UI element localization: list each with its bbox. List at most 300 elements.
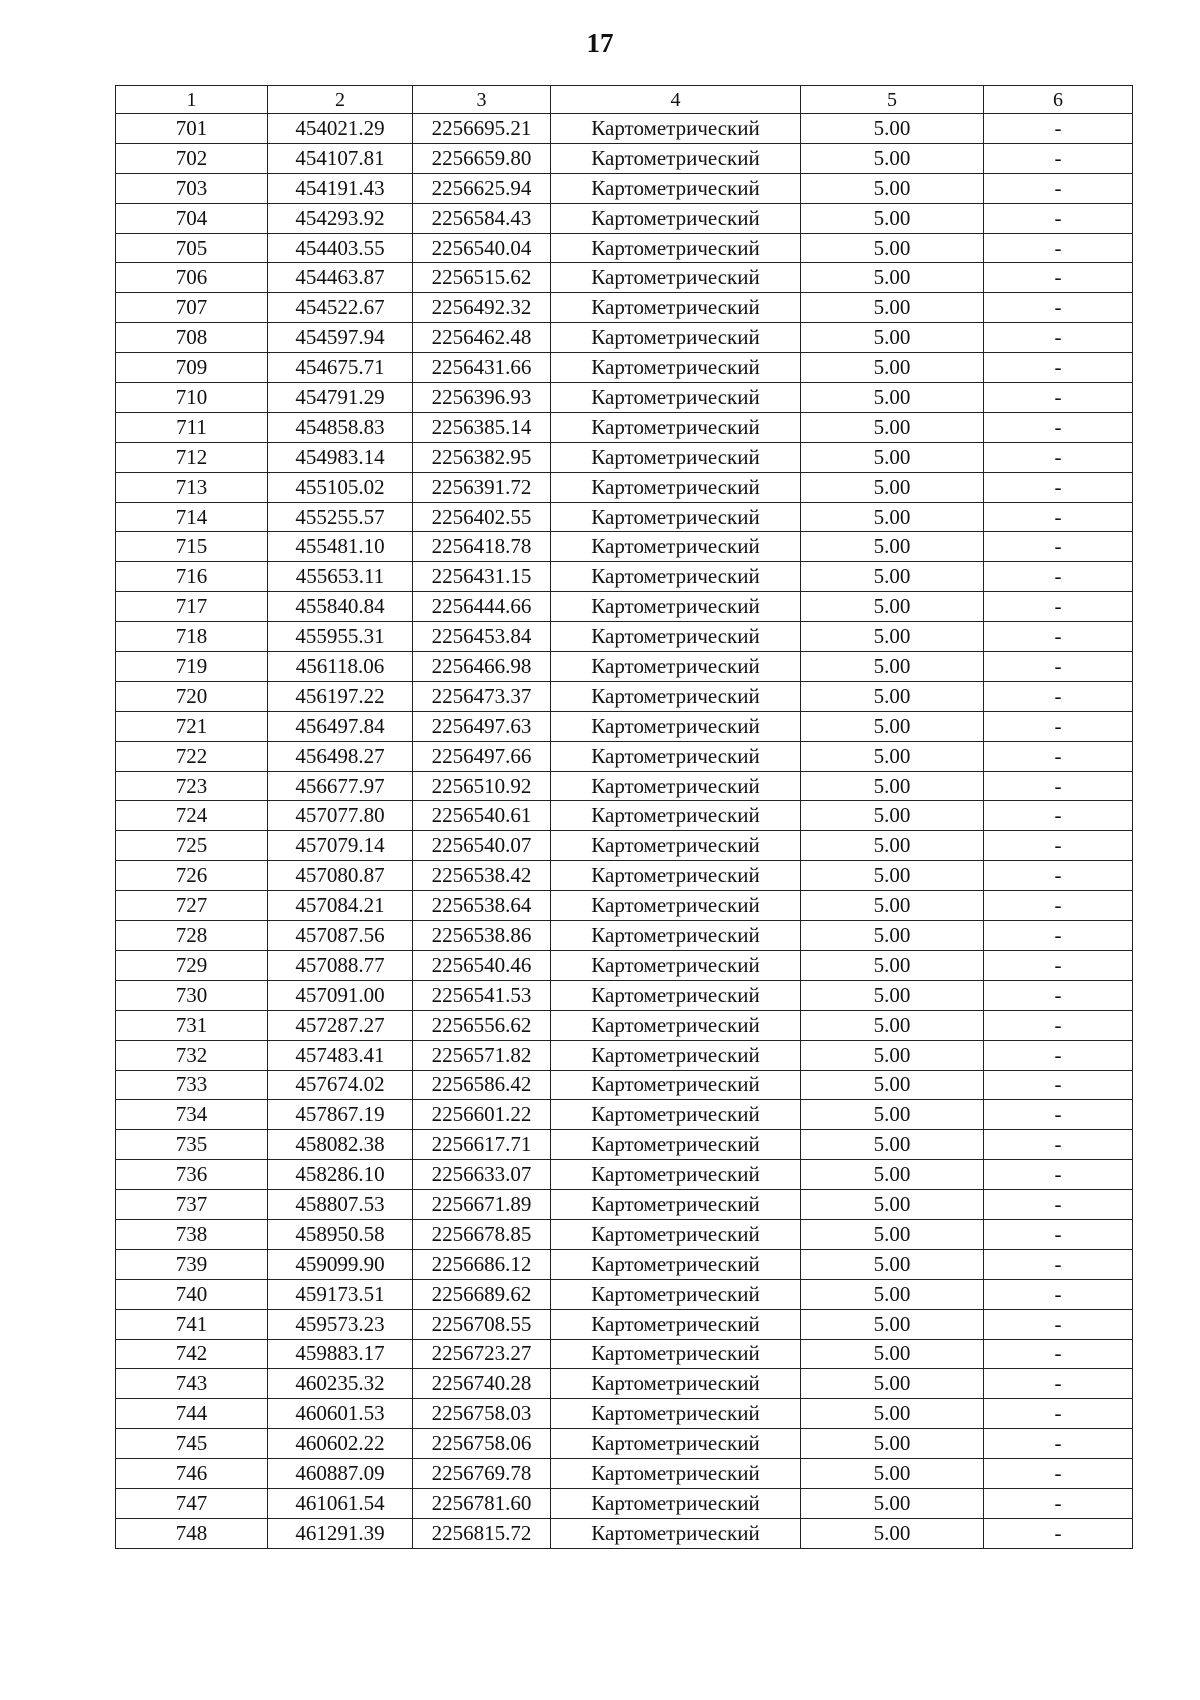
method-cell: Картометрический (551, 353, 801, 383)
header-cell-4: 4 (551, 86, 801, 114)
note-cell: - (984, 1339, 1133, 1369)
y-coordinate-cell: 2256497.66 (413, 741, 551, 771)
table-row (116, 412, 1133, 442)
x-coordinate-cell: 457287.27 (268, 1010, 413, 1040)
accuracy-cell: 5.00 (801, 741, 984, 771)
note-cell: - (984, 1219, 1133, 1249)
point-number-cell: 734 (116, 1100, 268, 1130)
table-row (116, 861, 1133, 891)
point-number-cell: 730 (116, 980, 268, 1010)
point-number-cell: 724 (116, 801, 268, 831)
table-row (116, 1070, 1133, 1100)
accuracy-cell: 5.00 (801, 323, 984, 353)
method-cell: Картометрический (551, 532, 801, 562)
accuracy-cell: 5.00 (801, 1010, 984, 1040)
method-cell: Картометрический (551, 652, 801, 682)
method-cell: Картометрический (551, 1130, 801, 1160)
y-coordinate-cell: 2256758.06 (413, 1429, 551, 1459)
y-coordinate-cell: 2256659.80 (413, 143, 551, 173)
x-coordinate-cell: 458082.38 (268, 1130, 413, 1160)
y-coordinate-cell: 2256515.62 (413, 263, 551, 293)
x-coordinate-cell: 459099.90 (268, 1249, 413, 1279)
x-coordinate-cell: 457080.87 (268, 861, 413, 891)
x-coordinate-cell: 454403.55 (268, 233, 413, 263)
y-coordinate-cell: 2256541.53 (413, 980, 551, 1010)
accuracy-cell: 5.00 (801, 1040, 984, 1070)
page-number: 17 (586, 28, 614, 58)
y-coordinate-cell: 2256402.55 (413, 502, 551, 532)
y-coordinate-cell: 2256584.43 (413, 203, 551, 233)
note-cell: - (984, 233, 1133, 263)
point-number-cell: 738 (116, 1219, 268, 1249)
x-coordinate-cell: 456118.06 (268, 652, 413, 682)
method-cell: Картометрический (551, 1339, 801, 1369)
method-cell: Картометрический (551, 1070, 801, 1100)
accuracy-cell: 5.00 (801, 1249, 984, 1279)
table-row (116, 1459, 1133, 1489)
y-coordinate-cell: 2256431.66 (413, 353, 551, 383)
table-row (116, 1219, 1133, 1249)
x-coordinate-cell: 458807.53 (268, 1190, 413, 1220)
point-number-cell: 741 (116, 1309, 268, 1339)
point-number-cell: 708 (116, 323, 268, 353)
table-row (116, 532, 1133, 562)
y-coordinate-cell: 2256815.72 (413, 1518, 551, 1548)
method-cell: Картометрический (551, 412, 801, 442)
table-row (116, 1190, 1133, 1220)
point-number-cell: 732 (116, 1040, 268, 1070)
point-number-cell: 703 (116, 173, 268, 203)
table-row (116, 1100, 1133, 1130)
method-cell: Картометрический (551, 711, 801, 741)
accuracy-cell: 5.00 (801, 1399, 984, 1429)
table-row (116, 383, 1133, 413)
note-cell: - (984, 532, 1133, 562)
y-coordinate-cell: 2256382.95 (413, 442, 551, 472)
point-number-cell: 715 (116, 532, 268, 562)
table-row (116, 980, 1133, 1010)
accuracy-cell: 5.00 (801, 1488, 984, 1518)
y-coordinate-cell: 2256538.64 (413, 891, 551, 921)
accuracy-cell: 5.00 (801, 442, 984, 472)
x-coordinate-cell: 457091.00 (268, 980, 413, 1010)
method-cell: Картометрический (551, 681, 801, 711)
table-row (116, 114, 1133, 144)
method-cell: Картометрический (551, 143, 801, 173)
accuracy-cell: 5.00 (801, 1160, 984, 1190)
x-coordinate-cell: 461291.39 (268, 1518, 413, 1548)
x-coordinate-cell: 458950.58 (268, 1219, 413, 1249)
table-header-row (116, 86, 1133, 114)
x-coordinate-cell: 456498.27 (268, 741, 413, 771)
method-cell: Картометрический (551, 1279, 801, 1309)
note-cell: - (984, 801, 1133, 831)
method-cell: Картометрический (551, 1249, 801, 1279)
y-coordinate-cell: 2256391.72 (413, 472, 551, 502)
method-cell: Картометрический (551, 771, 801, 801)
method-cell: Картометрический (551, 383, 801, 413)
x-coordinate-cell: 454522.67 (268, 293, 413, 323)
method-cell: Картометрический (551, 562, 801, 592)
accuracy-cell: 5.00 (801, 263, 984, 293)
x-coordinate-cell: 457087.56 (268, 921, 413, 951)
point-number-cell: 748 (116, 1518, 268, 1548)
method-cell: Картометрический (551, 801, 801, 831)
point-number-cell: 718 (116, 622, 268, 652)
point-number-cell: 731 (116, 1010, 268, 1040)
x-coordinate-cell: 457077.80 (268, 801, 413, 831)
y-coordinate-cell: 2256473.37 (413, 681, 551, 711)
table-row (116, 143, 1133, 173)
point-number-cell: 712 (116, 442, 268, 472)
table-row (116, 711, 1133, 741)
y-coordinate-cell: 2256625.94 (413, 173, 551, 203)
header-cell-1: 1 (116, 86, 268, 114)
accuracy-cell: 5.00 (801, 233, 984, 263)
accuracy-cell: 5.00 (801, 203, 984, 233)
y-coordinate-cell: 2256758.03 (413, 1399, 551, 1429)
note-cell: - (984, 741, 1133, 771)
note-cell: - (984, 861, 1133, 891)
point-number-cell: 733 (116, 1070, 268, 1100)
y-coordinate-cell: 2256723.27 (413, 1339, 551, 1369)
accuracy-cell: 5.00 (801, 114, 984, 144)
x-coordinate-cell: 456677.97 (268, 771, 413, 801)
point-number-cell: 710 (116, 383, 268, 413)
point-number-cell: 711 (116, 412, 268, 442)
point-number-cell: 745 (116, 1429, 268, 1459)
y-coordinate-cell: 2256633.07 (413, 1160, 551, 1190)
note-cell: - (984, 711, 1133, 741)
note-cell: - (984, 1249, 1133, 1279)
point-number-cell: 742 (116, 1339, 268, 1369)
method-cell: Картометрический (551, 1459, 801, 1489)
table-row (116, 1488, 1133, 1518)
x-coordinate-cell: 455105.02 (268, 472, 413, 502)
x-coordinate-cell: 454983.14 (268, 442, 413, 472)
y-coordinate-cell: 2256678.85 (413, 1219, 551, 1249)
y-coordinate-cell: 2256708.55 (413, 1309, 551, 1339)
note-cell: - (984, 1399, 1133, 1429)
accuracy-cell: 5.00 (801, 1100, 984, 1130)
note-cell: - (984, 1130, 1133, 1160)
point-number-cell: 736 (116, 1160, 268, 1190)
x-coordinate-cell: 454858.83 (268, 412, 413, 442)
x-coordinate-cell: 458286.10 (268, 1160, 413, 1190)
note-cell: - (984, 1190, 1133, 1220)
table-row (116, 592, 1133, 622)
table-row (116, 622, 1133, 652)
point-number-cell: 737 (116, 1190, 268, 1220)
method-cell: Картометрический (551, 921, 801, 951)
note-cell: - (984, 1070, 1133, 1100)
table-row (116, 1249, 1133, 1279)
note-cell: - (984, 502, 1133, 532)
point-number-cell: 739 (116, 1249, 268, 1279)
method-cell: Картометрический (551, 1309, 801, 1339)
note-cell: - (984, 1488, 1133, 1518)
point-number-cell: 726 (116, 861, 268, 891)
accuracy-cell: 5.00 (801, 383, 984, 413)
note-cell: - (984, 143, 1133, 173)
note-cell: - (984, 1518, 1133, 1548)
table-row (116, 353, 1133, 383)
note-cell: - (984, 771, 1133, 801)
accuracy-cell: 5.00 (801, 711, 984, 741)
point-number-cell: 714 (116, 502, 268, 532)
method-cell: Картометрический (551, 173, 801, 203)
method-cell: Картометрический (551, 1488, 801, 1518)
method-cell: Картометрический (551, 1100, 801, 1130)
note-cell: - (984, 263, 1133, 293)
note-cell: - (984, 921, 1133, 951)
method-cell: Картометрический (551, 502, 801, 532)
accuracy-cell: 5.00 (801, 652, 984, 682)
x-coordinate-cell: 457088.77 (268, 950, 413, 980)
accuracy-cell: 5.00 (801, 861, 984, 891)
note-cell: - (984, 442, 1133, 472)
note-cell: - (984, 950, 1133, 980)
point-number-cell: 744 (116, 1399, 268, 1429)
table-row (116, 1279, 1133, 1309)
y-coordinate-cell: 2256781.60 (413, 1488, 551, 1518)
header-cell-2: 2 (268, 86, 413, 114)
method-cell: Картометрический (551, 203, 801, 233)
y-coordinate-cell: 2256601.22 (413, 1100, 551, 1130)
table-row (116, 1518, 1133, 1548)
method-cell: Картометрический (551, 861, 801, 891)
accuracy-cell: 5.00 (801, 293, 984, 323)
method-cell: Картометрический (551, 1219, 801, 1249)
note-cell: - (984, 891, 1133, 921)
method-cell: Картометрический (551, 1040, 801, 1070)
x-coordinate-cell: 454675.71 (268, 353, 413, 383)
y-coordinate-cell: 2256538.86 (413, 921, 551, 951)
table-row (116, 293, 1133, 323)
point-number-cell: 704 (116, 203, 268, 233)
x-coordinate-cell: 459173.51 (268, 1279, 413, 1309)
x-coordinate-cell: 457483.41 (268, 1040, 413, 1070)
method-cell: Картометрический (551, 950, 801, 980)
point-number-cell: 707 (116, 293, 268, 323)
accuracy-cell: 5.00 (801, 562, 984, 592)
note-cell: - (984, 383, 1133, 413)
accuracy-cell: 5.00 (801, 472, 984, 502)
y-coordinate-cell: 2256769.78 (413, 1459, 551, 1489)
x-coordinate-cell: 454597.94 (268, 323, 413, 353)
point-number-cell: 722 (116, 741, 268, 771)
table-row (116, 1399, 1133, 1429)
x-coordinate-cell: 455653.11 (268, 562, 413, 592)
header-cell-5: 5 (801, 86, 984, 114)
accuracy-cell: 5.00 (801, 1518, 984, 1548)
accuracy-cell: 5.00 (801, 1219, 984, 1249)
method-cell: Картометрический (551, 1429, 801, 1459)
accuracy-cell: 5.00 (801, 592, 984, 622)
point-number-cell: 719 (116, 652, 268, 682)
accuracy-cell: 5.00 (801, 681, 984, 711)
method-cell: Картометрический (551, 1010, 801, 1040)
table-row (116, 442, 1133, 472)
table-row (116, 562, 1133, 592)
x-coordinate-cell: 459883.17 (268, 1339, 413, 1369)
note-cell: - (984, 1459, 1133, 1489)
accuracy-cell: 5.00 (801, 1309, 984, 1339)
method-cell: Картометрический (551, 592, 801, 622)
note-cell: - (984, 562, 1133, 592)
note-cell: - (984, 1160, 1133, 1190)
method-cell: Картометрический (551, 472, 801, 502)
accuracy-cell: 5.00 (801, 831, 984, 861)
x-coordinate-cell: 457867.19 (268, 1100, 413, 1130)
accuracy-cell: 5.00 (801, 891, 984, 921)
point-number-cell: 702 (116, 143, 268, 173)
point-number-cell: 705 (116, 233, 268, 263)
y-coordinate-cell: 2256740.28 (413, 1369, 551, 1399)
y-coordinate-cell: 2256466.98 (413, 652, 551, 682)
method-cell: Картометрический (551, 114, 801, 144)
note-cell: - (984, 203, 1133, 233)
x-coordinate-cell: 457079.14 (268, 831, 413, 861)
y-coordinate-cell: 2256686.12 (413, 1249, 551, 1279)
table-row (116, 891, 1133, 921)
accuracy-cell: 5.00 (801, 353, 984, 383)
table-body (116, 86, 1133, 1549)
note-cell: - (984, 1309, 1133, 1339)
accuracy-cell: 5.00 (801, 1130, 984, 1160)
table-row (116, 233, 1133, 263)
note-cell: - (984, 1279, 1133, 1309)
accuracy-cell: 5.00 (801, 173, 984, 203)
x-coordinate-cell: 454791.29 (268, 383, 413, 413)
table-row (116, 502, 1133, 532)
method-cell: Картометрический (551, 1399, 801, 1429)
table-row (116, 831, 1133, 861)
y-coordinate-cell: 2256497.63 (413, 711, 551, 741)
method-cell: Картометрический (551, 293, 801, 323)
x-coordinate-cell: 456497.84 (268, 711, 413, 741)
method-cell: Картометрический (551, 233, 801, 263)
y-coordinate-cell: 2256617.71 (413, 1130, 551, 1160)
x-coordinate-cell: 460602.22 (268, 1429, 413, 1459)
point-number-cell: 717 (116, 592, 268, 622)
note-cell: - (984, 323, 1133, 353)
accuracy-cell: 5.00 (801, 921, 984, 951)
point-number-cell: 716 (116, 562, 268, 592)
y-coordinate-cell: 2256462.48 (413, 323, 551, 353)
table-row (116, 323, 1133, 353)
table-row (116, 741, 1133, 771)
note-cell: - (984, 622, 1133, 652)
x-coordinate-cell: 457674.02 (268, 1070, 413, 1100)
point-number-cell: 701 (116, 114, 268, 144)
table-row (116, 771, 1133, 801)
note-cell: - (984, 173, 1133, 203)
x-coordinate-cell: 461061.54 (268, 1488, 413, 1518)
accuracy-cell: 5.00 (801, 502, 984, 532)
y-coordinate-cell: 2256431.15 (413, 562, 551, 592)
table-row (116, 1010, 1133, 1040)
point-number-cell: 747 (116, 1488, 268, 1518)
x-coordinate-cell: 454293.92 (268, 203, 413, 233)
y-coordinate-cell: 2256510.92 (413, 771, 551, 801)
method-cell: Картометрический (551, 891, 801, 921)
y-coordinate-cell: 2256695.21 (413, 114, 551, 144)
y-coordinate-cell: 2256492.32 (413, 293, 551, 323)
y-coordinate-cell: 2256540.07 (413, 831, 551, 861)
note-cell: - (984, 831, 1133, 861)
table-row (116, 1429, 1133, 1459)
point-number-cell: 727 (116, 891, 268, 921)
point-number-cell: 735 (116, 1130, 268, 1160)
x-coordinate-cell: 455840.84 (268, 592, 413, 622)
accuracy-cell: 5.00 (801, 980, 984, 1010)
x-coordinate-cell: 455955.31 (268, 622, 413, 652)
table-row (116, 1369, 1133, 1399)
y-coordinate-cell: 2256538.42 (413, 861, 551, 891)
x-coordinate-cell: 457084.21 (268, 891, 413, 921)
x-coordinate-cell: 454107.81 (268, 143, 413, 173)
table-row (116, 472, 1133, 502)
note-cell: - (984, 652, 1133, 682)
method-cell: Картометрический (551, 263, 801, 293)
y-coordinate-cell: 2256540.46 (413, 950, 551, 980)
header-cell-6: 6 (984, 86, 1133, 114)
point-number-cell: 709 (116, 353, 268, 383)
x-coordinate-cell: 459573.23 (268, 1309, 413, 1339)
point-number-cell: 720 (116, 681, 268, 711)
accuracy-cell: 5.00 (801, 412, 984, 442)
x-coordinate-cell: 460887.09 (268, 1459, 413, 1489)
note-cell: - (984, 980, 1133, 1010)
accuracy-cell: 5.00 (801, 1369, 984, 1399)
table-row (116, 950, 1133, 980)
header-cell-3: 3 (413, 86, 551, 114)
table-row (116, 173, 1133, 203)
note-cell: - (984, 681, 1133, 711)
y-coordinate-cell: 2256571.82 (413, 1040, 551, 1070)
table-row (116, 652, 1133, 682)
accuracy-cell: 5.00 (801, 622, 984, 652)
x-coordinate-cell: 454021.29 (268, 114, 413, 144)
accuracy-cell: 5.00 (801, 1459, 984, 1489)
note-cell: - (984, 592, 1133, 622)
method-cell: Картометрический (551, 323, 801, 353)
method-cell: Картометрический (551, 1190, 801, 1220)
note-cell: - (984, 1369, 1133, 1399)
y-coordinate-cell: 2256453.84 (413, 622, 551, 652)
note-cell: - (984, 353, 1133, 383)
point-number-cell: 706 (116, 263, 268, 293)
accuracy-cell: 5.00 (801, 1429, 984, 1459)
point-number-cell: 725 (116, 831, 268, 861)
y-coordinate-cell: 2256385.14 (413, 412, 551, 442)
y-coordinate-cell: 2256689.62 (413, 1279, 551, 1309)
table-row (116, 1040, 1133, 1070)
accuracy-cell: 5.00 (801, 143, 984, 173)
y-coordinate-cell: 2256586.42 (413, 1070, 551, 1100)
note-cell: - (984, 412, 1133, 442)
method-cell: Картометрический (551, 831, 801, 861)
accuracy-cell: 5.00 (801, 1190, 984, 1220)
x-coordinate-cell: 460601.53 (268, 1399, 413, 1429)
y-coordinate-cell: 2256396.93 (413, 383, 551, 413)
accuracy-cell: 5.00 (801, 950, 984, 980)
y-coordinate-cell: 2256540.04 (413, 233, 551, 263)
point-number-cell: 728 (116, 921, 268, 951)
point-number-cell: 740 (116, 1279, 268, 1309)
point-number-cell: 743 (116, 1369, 268, 1399)
